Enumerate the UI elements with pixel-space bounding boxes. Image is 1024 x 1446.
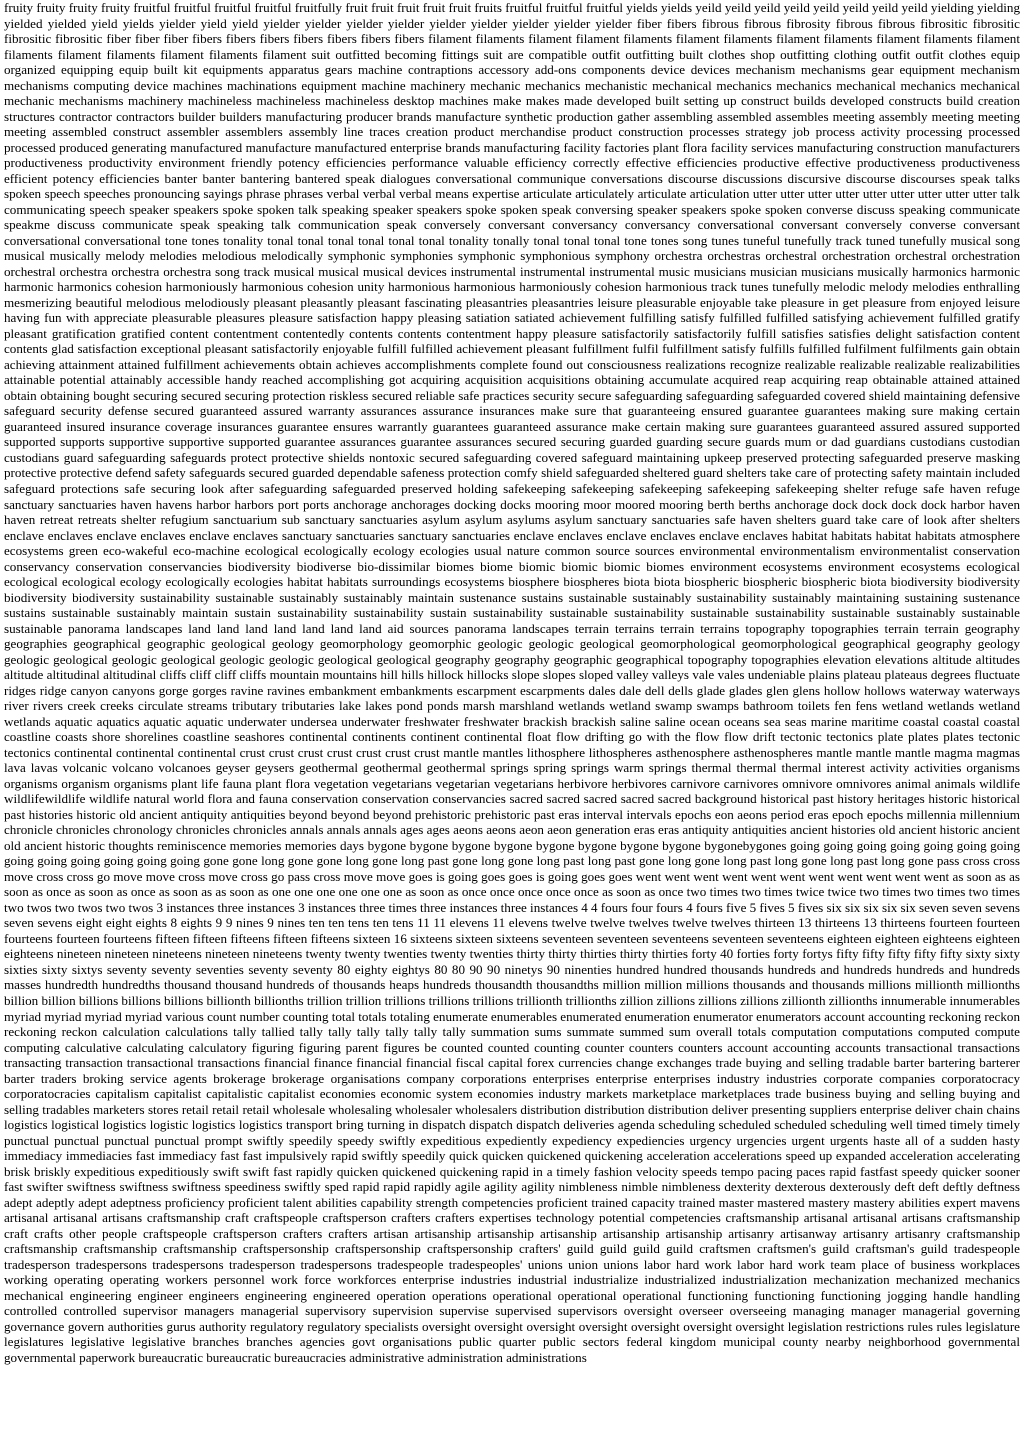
body-text-paragraph: fruity fruity fruity fruity fruitful fruitful fruitful fruitful fruitfully fruit fruit fruit fruit fruit fruits fruitful fruitful fruitful yields yields yeild yeild yeild yeild yeild yeild yeild yeild yielding yielding yielded yielded yield yields yielder yield yield yielder yielder yielder yielder yielder yielder yielder yielder yielder fiber fibers fibrous fibrous fibrosity fibrous fibrous fibrositic fibrositic fibrositic fibrositic fiber fiber fiber fibers fibers fibers fibers fibers fibers fibers filament filaments filament filament filaments filament filaments filament filaments filament filaments filament filaments filament filaments filament filaments filament suit outfitted becoming fittings suit are compatible outfit outfitting built clothes shop outfitting clothing outfit outfit clothes equip organized equipping equip built kit equipments apparatus gears machine contraptions accessory add-ons components device devices mechanism mechanisms gear equipment mechanism mechanisms computing device machines machinations equipment machine machinery mechanic mechanics mechanistic mechanical mechanics mechanics mechanical mechanics mechanical mechanic mechanisms machinery machineless machineless machineless desktop machines make makes made developed built setting up construct builds developed constructs build creation structures contractor contractors builder builders manufacturing producer brands manufacture synthetic production gather assembling assembled assembles meeting assembly meeting meeting meeting assembled construct assembler assemblers assembly line traces creation product merchandise product construction processes strategy job process activity processing processed processed produced generating manufactured manufacture manufactured enterprise brands manufacturing facility factories plant flora facility services manufacturing construction manufacturers productiveness productivity environment friendly potency efficiencies performance valuable efficiency correctly effective efficiencies productive effective productiveness productiveness efficient potency efficiencies banter banter bantering bantered speak dialogues conversational communique conversations discourse discussions discursive discourse discourses speak talks spoken speech speeches pronouncing sayings phrase phrases verbal verbal verbal means expertise articulate articulately articulate articulation utter utter utter utter utter utter utter utter utter talk communicating speech speaker speakers spoke spoken talk speaking speaker speakers spoke spoken speak conversing speaker speakers spoke spoken converse discuss speaking communicate speakme discuss communicate speak speaking talk communication speak conversely conversant conversancy conversancy conversational conversant conversely converse conversant conversational conversational tone tones tonality tonal tonal tonal tonal tonal tonal tonality tonally tonal tonal tonal tone tones song tunes tuneful tunefully track tuned tunefully musical song musical musically melody melodies melodious melodically symphonic symphonies symphonic symphonious symphony orchestra orchestras orchestral orchestration orchestral orchestration orchestral orchestra orchestra orchestra song track musical musical musical devices instrumental instrumental instrumental music musicians musician musicians musically harmonics harmonic harmonic harmonics cohesion harmoniously harmonious cohesion unity harmonious harmonious harmoniously cohesion harmonious track tunes tunefully melodic melody melodies enthralling mesmerizing beautiful melodious melodiously pleasant pleasantly pleasant fascinating pleasantries pleasantries leisure pleasurable enjoyable take pleasure in get pleasure from enjoyed leisure having fun with appreciate pleasurable pleasures pleasure satisfaction happy pleasing satiation satiated achievement fulfilling satisfy fulfilled fulfilled satisfying achievement fulfilled gratify pleasant gratification gratified content contentment contentedly contents contents contentment happy pleasure satisfactorily satisfactorily fulfill satisfies satisfies delight satisfaction content contents glad satisfaction exceptional pleasant satisfactorily enjoyable fulfill fulfilled achievement pleasant fulfillment fulfil fulfillment satisfy fulfills fulfilled fulfilment fulfilments gain obtain achieving attainment attained fulfillment achievements obtain achieves accomplishments complete found out consciousness realizations recognize realizable realizable realizable realizabilities attainable potential attainably accessible handy reached accomplishing got acquiring acquisition acquisitions obtaining accumulate acquired reap acquiring reap obtainable attained attained obtain obtaining bought securing secured securing protection riskless secured reliable safe practices security secure safeguarding safeguarding safeguarded covered shield maintaining defensive safeguard security defense secured guaranteed assured warranty assurances assurance insurances make sure that guaranteeing ensured guarantee guarantees making sure making certain guaranteed insured insurance coverage insurances guarantee ensures warrantly guarantees guaranteed assurance make certain making sure guarantees guaranteed assured assured supported supported supports supportive supportive supported guarantee assurances guarantee assurances secured securing guarded guarding secure guards mum or dad guardians custodians custodian custodians guard safeguarding safeguards protect protective shields nontoxic secured safeguarding covered safeguard maintaining upkeep preserved protecting safeguarded preserve masking protective protective defend safety safeguards secured guarded dependable safeness protection comfy shield safeguarded sheltered guard shelters take care of protecting safety maintain included safeguard protections safe securing look after safeguarding safeguarded preserved holding safekeeping safekeeping safekeeping safekeeping safekeeping shelter refuge safe haven refuge sanctuary sanctuaries haven havens harbor harbors port ports anchorage anchorages docking docks mooring moor moored mooring berth berths anchorage dock dock dock dock harbor haven haven retreat retreats shelter refugium sanctuarium sub sanctuary sanctuaries asylum asylum asylums asylum sanctuary sanctuaries safe haven shelters guard take care of look after shelters enclave enclaves enclave enclaves enclave enclaves sanctuary sanctuaries sanctuary sanctuaries enclave enclaves enclave enclaves enclave enclaves habitat habitats habitat habitats atmosphere ecosystems green eco-wakeful eco-machine ecological ecologically ecology ecologies usual nature common source sources environmental environmentalism environmentalist conservation conservancy conservation conservancies biodiversity biodiverse bio-dissimilar biomes biome biomic biomic biomic biomes environment ecosystems environment ecosystems ecological ecological ecological ecology ecologically ecologies habitat habitats surroundings ecosystems biosphere biospheres biota biota biospheric biospheric biospheric biota biodiversity biodiversity biodiversity biodiversity sustainability sustainable sustainably sustainably maintain sustenance sustains sustainable sustainably sustainability sustainably maintaining sustaining sustenance sustains sustainable sustainably maintain sustain sustainability sustainability sustain sustainability sustainable sustainability sustainable sustainability sustainable sustainably sustainable sustainable panorama landscapes land land land land land land land aid sources panorama landscapes terrain terrains terrain terrains topography topographies terrain terrain geography geographies geographical geographic geological geology geomorphology geomorphic geologic geologic geological geomorphological geomorphological geographical geography geology geologic geological geologic geological geologic geologic geological geological geography geography geographic geographical topography topographies elevation elevations altitude altitudes altitude altitudinal altitudinal cliffs cliff cliff cliffs mountain mountains hill hills hillock hillocks slope slopes sloped valley valleys vale vales undeniable plains plateau plateaus degrees fluctuate ridges ridge canyon canyons gorge gorges ravine ravines embankment embankments escarpment escarpments dales dale dell dells glade glades glen glens hollow hollows waterway waterways river rivers creek creeks circulate streams tributary tributaries lake lakes pond ponds marsh marshland wetlands wetland swamp swamps bathroom toilets fen fens wetland wetlands wetland wetlands aquatic aquatics aquatic aquatic underwater undersea underwater freshwater freshwater brackish brackish saline saline ocean oceans sea seas marine maritime coastal coastal coastal coastline coasts shore shorelines coastline seashores continental continents continent continental float flow drifting go with the flow flow drift tectonic tectonics plate plates plates tectonic tectonics continental continental continental crust crust crust crust crust crust crust mantle mantles lithosphere lithospheres asthenosphere asthenospheres mantle mantle mantle magma magmas lava lavas volcanic volcano volcanoes geyser geysers geothermal geothermal geothermal springs spring springs warm springs thermal thermal thermal interest activity activities organisms organisms organism organisms plant life fauna plant flora vegetation vegetarians vegetarian vegetarians herbivore herbivores carnivore carnivores omnivore omnivores animal animals wildlife wildlifewildlife wildlife natural world flora and fauna conservation conservation conservancies sacred sacred sacred sacred sacred background historical past history heritages historic historical past histories historic old ancient antiquity antiquities beyond beyond beyond prehistoric prehistoric past eras interval intervals epochs eon aeons period eras epoch epochs millennia millennium chronicle chronicles chronology chronicles chronicles annals annals annals ages ages aeons aeons aeon aeon generation eras eras antiquity antiquities ancient histories old ancient historic ancient old ancient historic thoughts reminiscence memories memories days bygone bygone bygone bygone bygone bygone bygone bygone bygonebygones going going going going going going going going going going going going going gone gone long gone gone long gone long past gone long gone long past long past gone long gone long past long gone long past long gone pass cross cross move cross cross go move move cross move cross go pass cross move move goes is going goes goes is going goes goes went went went went went went went went went went went as soon as as soon as once as soon as once as soon as as soon as one one one one one one as soon as once once once once once as soon as once two times two times twice twice two times two times two times two twos two twos two twos 3 instances three instances 3 instances three times three instances three instances 4 4 fours four fours 4 fours five 5 fives 5 fives six six six six six seven seven sevens seven sevens eight eight eights 8 eights 9 9 nines 9 nines ten ten tens ten tens 11 11 elevens 11 elevens twelve twelve twelves twelve twelves thirteen 13 thirteens 13 thirteens fourteen fourteen fourteens fourteen fourteens fifteen fifteen fifteens fifteen fifteens sixteen 16 sixteens sixteen sixteens seventeen seventeen seventeens seventeen seventeens eighteen eighteen eighteens eighteen eighteens nineteen nineteen nineteens nineteen nineteens twenty twenty twenties twenty twenties thirty thirty thirties thirty thirties forty 40 forties forty fortys fifty fifty fifty fifty fifty sixty sixty sixties sixty sixtys seventy seventy seventies seventy seventy 80 eighty eightys 80 80 90 90 ninetys 90 ninenties hundred hundred thousands hundreds and hundreds hundreds and hundreds masses hundredth hundredths thousand thousand hundreds of thousands heaps hundreds thousandth thousandths million million millions thousands and thousands millions millionth millionths billion billion billions billions billions billionth billionths trillion trillion trillions trillions trillions trillionth trillionths zillion zillions zillions zillions zillionth zillionths innumerable innumerables myriad myriad myriad myriad various count number counting total totals totaling enumerate enumerables enumerated enumeration enumerator enumerators account accounting reckoning reckon reckoning reckon calculation calculations tally tallied tally tally tally tally tally tally summation sums summate summed sum overall totals computation computations computed compute computing calculative calculating calculatory figuring figuring parent figures be counted counted counting counter counters counters account accounting accounts transactional transactions transacting transaction transactional transactions financial finance financial financial fiscal capital forex currencies change exchanges trade buying and selling tradable barter bartering barterer barter traders broking service agents brokerage brokerage organisations company corporations enterprises enterprise enterprises industry industries corporate companies corporatocracy corporatocracies capitalism capitalist capitalistic capitalist economies economic system economies industry markets marketplace marketplaces trade business buying and selling buying and selling tradables marketers stores retail retail retail wholesale wholesaling wholesaler wholesalers distribution distribution distribution deliver presenting suppliers enterprise deliver chain chains logistics logistical logistics logistic logistics logistics transport bring turning in dispatch dispatch dispatch deliveries agenda scheduling scheduled scheduled scheduling well timed timely timely punctual punctual punctual punctual prompt swiftly speedily speedy swiftly expeditious expediently expediency expediencies urgency urgencies urgent urgents haste all of a sudden hasty immediacy immediacies fast immediacy fast fast impulsively rapid swiftly speedily quick quicken quickened quickening acceleration accelerations speed up expanded acceleration accelerating brisk briskly expeditious expeditiously swift swift fast rapidly quicken quickened quickening rapid in a timely fashion velocity speeds tempo pacing paces rapid fastfast speedy quicker sooner fast swifter swiftness swiftness swiftness speediness swiftly sped rapid rapid rapidly agile agility agility nimbleness nimble nimbleness dexterity dexterous dexterously deft deft deftly deftness adept adeptly adept adeptness proficiency proficient talent abilities capability strength competencies proficient trained capacity trained master mastered mastery mastery abilities expert mavens artisanal artisanal artisans craftsmanship craft craftspeople craftsperson crafters crafters expertises technology potential competencies craftsmanship artisanal artisanal artisans craftsmanship craft crafts other people craftspeople craftsperson crafters crafters artisan artisanship artisanship artisanship artisanship artisanship artisanry artisanway artisanry artisanry craftsmanship craftsmanship craftsmanship craftsmanship craftspersonship craftspersonship craftspersonship crafters' guild guild guild guild craftsmen craftsmen's guild craftsman's guild tradespeople tradesperson tradespersons tradespersons tradesperson tradespersons tradespeople tradespeoples' unions union unions labor hard work labor hard work team place of business workplaces working operating operating workers personnel work force workforces enterprise industries industrial industrialize industrialized industrialization mechanization mechanized mechanics mechanical engineering engineer engineers engineering engineered operation operations operational operational operational functioning functioning functioning jogging handle handling controlled controlled supervisor managers managerial supervisory supervision supervise supervised supervisors oversight overseer overseeing managing manager managerial governing governance govern authorities gurus authority regulatory regulatory specialists oversight oversight oversight oversight oversight oversight oversight legislation restrictions rules rules legislature legislatures legislative legislative branches branches agencies govt organisations public quarter public sectors federal kingdom municipal county nearby neighborhood governmental governmental paperwork bureaucratic bureaucratic bureaucracies administrative administration administrations [4,0,1020,1365]
